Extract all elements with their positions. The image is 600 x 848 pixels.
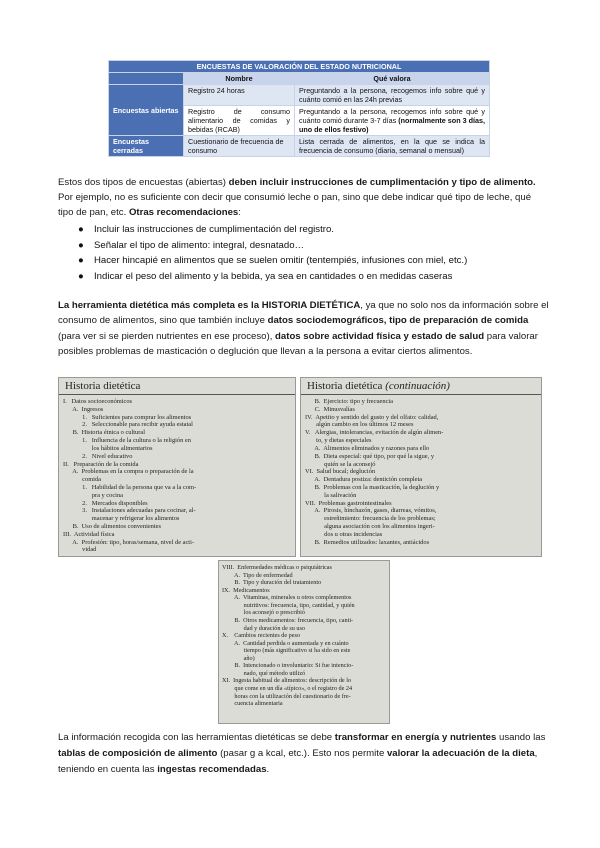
scan-line: VI. Salud bucal; deglución (305, 468, 376, 476)
scan-line: C. Minusvalías (305, 405, 355, 413)
column-header-value: Qué valora (295, 73, 490, 85)
scan-line: comida (63, 476, 101, 484)
scan-line: 1. Influencia de la cultura o la religión en (63, 437, 191, 445)
row-name: Registro 24 horas (184, 85, 295, 106)
scan-heading: Historia dietética (continuación) (301, 378, 541, 395)
group-open-surveys: Encuestas abiertas (109, 85, 184, 136)
scan-line: B. Historia étnica o cultural (63, 429, 145, 437)
list-item: ● Señalar el tipo de alimento: integral, desnatado… (58, 238, 558, 254)
bullet-icon: ● (78, 239, 84, 251)
dietary-history-scan-1 (58, 377, 296, 557)
scan-line: X. Cambios recientes de peso (222, 632, 301, 640)
scan-line: II. Preparación de la comida (63, 460, 139, 468)
scan-lines (219, 561, 389, 711)
list-item: ● Hacer hincapié en alimentos que se suelen omitir (tentempiés, infusiones con miel, etc.) (58, 253, 558, 269)
scan-line: to, y dietas especiales (305, 437, 372, 445)
scan-line: A. Alimentos eliminados y razones para ello (305, 444, 430, 452)
scan-line: V. Alergias, intolerancias, evitación de algún alimen- (305, 429, 444, 437)
scan-line: III. Actividad física (63, 530, 115, 538)
scan-line: vidad (63, 546, 97, 554)
scan-line: horas con la utilización del cuestionario de fre- (222, 692, 351, 700)
paragraph-energy-nutrients: La información recogida con las herramientas dietéticas se debe transformar en energía y nutrientes usando las tablas de composición de alimento (pasar g a kcal, etc.). Esto nos permite valorar la adecuación de la dieta, teniendo en cuenta las ingestas recomendadas. (58, 732, 546, 775)
scan-heading: Historia dietética (59, 378, 295, 395)
list-item: ● Indicar el peso del alimento y la bebida, ya sea en cantidades o en medidas caseras (58, 269, 558, 285)
scan-line: IX. Medicamentos (222, 586, 270, 594)
scan-line: nutritivos: frecuencia, tipo, cantidad, y quién (222, 601, 355, 609)
scan-line: XI. Ingesta habitual de alimentos: descripción de lo (222, 677, 352, 685)
scan-line: A. Profesión: tipo, horas/semana, nivel de acti- (63, 538, 194, 546)
table-row (109, 136, 490, 157)
scan-line: B. Uso de alimentos convenientes (63, 523, 161, 530)
bullet-icon: ● (78, 255, 84, 266)
scan-line: A. Ingresos (63, 405, 104, 413)
scan-line: la salivación (305, 491, 357, 499)
scan-line: B. Tipo y duración del tratamiento (222, 579, 322, 587)
list-item: ● Incluir las instrucciones de cumplimentación del registro. (58, 222, 558, 238)
recommendations-list (58, 222, 558, 284)
bullet-icon: ● (78, 224, 84, 235)
scan-line: B. Otros medicamentos: frecuencia, tipo, canti- (222, 616, 354, 624)
row-name: Cuestionario de frecuencia de consumo (184, 136, 295, 157)
scan-line: IV. Apetito y sentido del gusto y del olfato: calidad, (305, 413, 439, 421)
scan-line: B. Intencionado o involuntario: Si fue intencio- (222, 662, 354, 670)
scan-line: A. Dentadura postiza: dentición completa (305, 476, 423, 484)
scan-line: pra y cocina (63, 491, 123, 499)
paragraph-dietary-history: La herramienta dietética más completa es la HISTORIA DIETÉTICA, ya que no solo nos da información sobre el consumo de alimentos, sino que también incluye datos sociodemográficos, tipo de preparación de comida (para ver si se pierden nutrientes en ese proceso), datos sobre actividad física y estado de salud para valorar posibles problemas de masticación o deglución que llevan a la persona a evitar ciertos alimentos. (58, 300, 549, 357)
table-corner-cell (109, 73, 184, 85)
scan-line: 1. Suficientes para comprar los alimentos (63, 413, 192, 421)
dietary-history-scan-3 (218, 560, 390, 724)
paragraph-open-surveys: Estos dos tipos de encuestas (abiertas) deben incluir instrucciones de cumplimentación y tipo de alimento. Por ejemplo, no es suficiente con decir que consumió leche o pan, sino que debe indicar qué tipo de leche, qué tipo de pan, etc. Otras recomendaciones: (58, 177, 536, 218)
scan-line: A. Pirosis, hinchazón, gases, diarreas, vómitos, (305, 507, 437, 515)
scan-line: cuencia alimentaria (222, 700, 283, 708)
row-name: Registro de consumo alimentario de comidas y bebidas (RCAB) (184, 106, 295, 136)
scan-line: macenar y refrigerar los alimentos (63, 515, 180, 523)
row-value: Preguntando a la persona, recogemos info sobre qué y cuánto comió en las 24h previas (295, 85, 490, 106)
scan-line: los hábitos alimentarios (63, 444, 153, 452)
scan-line: 2. Mercados disponibles (63, 499, 148, 507)
scan-line: 3. Instalaciones adecuadas para cocinar, al- (63, 507, 196, 515)
scan-line: A. Tipo de enfermedad (222, 571, 293, 579)
table-title: ENCUESTAS DE VALORACIÓN DEL ESTADO NUTRICIONAL (109, 61, 490, 73)
scan-line: 2. Seleccionable para recibir ayuda estatal (63, 421, 193, 429)
row-value: Lista cerrada de alimentos, en la que se indica la frecuencia de consumo (diaria, semanal o mensual) (295, 136, 490, 157)
scan-line: año) (222, 654, 255, 662)
scan-line: VIII. Enfermedades médicas o psiquiátricas (222, 564, 332, 571)
scan-line: los aconsejó o prescribió (222, 609, 305, 617)
scan-line: A. Vitaminas, minerales u otros complementos (222, 594, 352, 602)
scan-line: B. Dieta especial: qué tipo, por qué la sigue, y (305, 452, 435, 460)
scan-line: estreñimiento: frecuencia de los problemas; (305, 515, 436, 523)
scan-line: B. Remedios utilizados: laxantes, antiácidos (305, 538, 430, 546)
scan-line: dos u otras incidencias (305, 530, 383, 538)
scan-line: B. Ejercicio: tipo y frecuencia (305, 398, 394, 405)
scan-line: A. Problemas en la compra o preparación de la (63, 468, 194, 476)
scan-lines (59, 395, 295, 557)
scan-lines (301, 395, 541, 549)
scan-line: nado, qué método utilizó (222, 669, 306, 677)
scan-line: B. Problemas con la masticación, la deglución y (305, 483, 440, 491)
scan-line: alguna asociación con los alimentos ingeri- (305, 523, 435, 530)
table-row (109, 85, 490, 106)
scan-line: 2. Nivel educativo (63, 452, 133, 460)
column-header-name: Nombre (184, 73, 295, 85)
scan-line: 1. Habilidad de la persona que va a la com- (63, 483, 197, 491)
row-value: Preguntando a la persona, recogemos info sobre qué y cuánto comió durante 3-7 días (normalmente son 3 días, uno de ellos festivo) (295, 106, 490, 136)
scan-line: I. Datos socioeconómicos (63, 398, 133, 405)
scan-line: dad y duración de su uso (222, 624, 306, 632)
scan-line: VII. Problemas gastrointestinales (305, 499, 392, 507)
scan-line: tiempo (más significativo si ha sido en este (222, 647, 351, 655)
bullet-icon: ● (78, 270, 84, 282)
scan-line: A. Cantidad perdida o aumentada y en cuánto (222, 639, 349, 647)
nutrition-survey-table (108, 60, 490, 157)
scan-line: quién se la aconsejó (305, 460, 376, 468)
group-closed-surveys: Encuestas cerradas (109, 136, 184, 157)
scan-line: algún cambio en los últimos 12 meses (305, 421, 414, 429)
dietary-history-scan-2 (300, 377, 542, 557)
scan-line: que come en un día «típico», o el registro de 24 (222, 685, 353, 692)
